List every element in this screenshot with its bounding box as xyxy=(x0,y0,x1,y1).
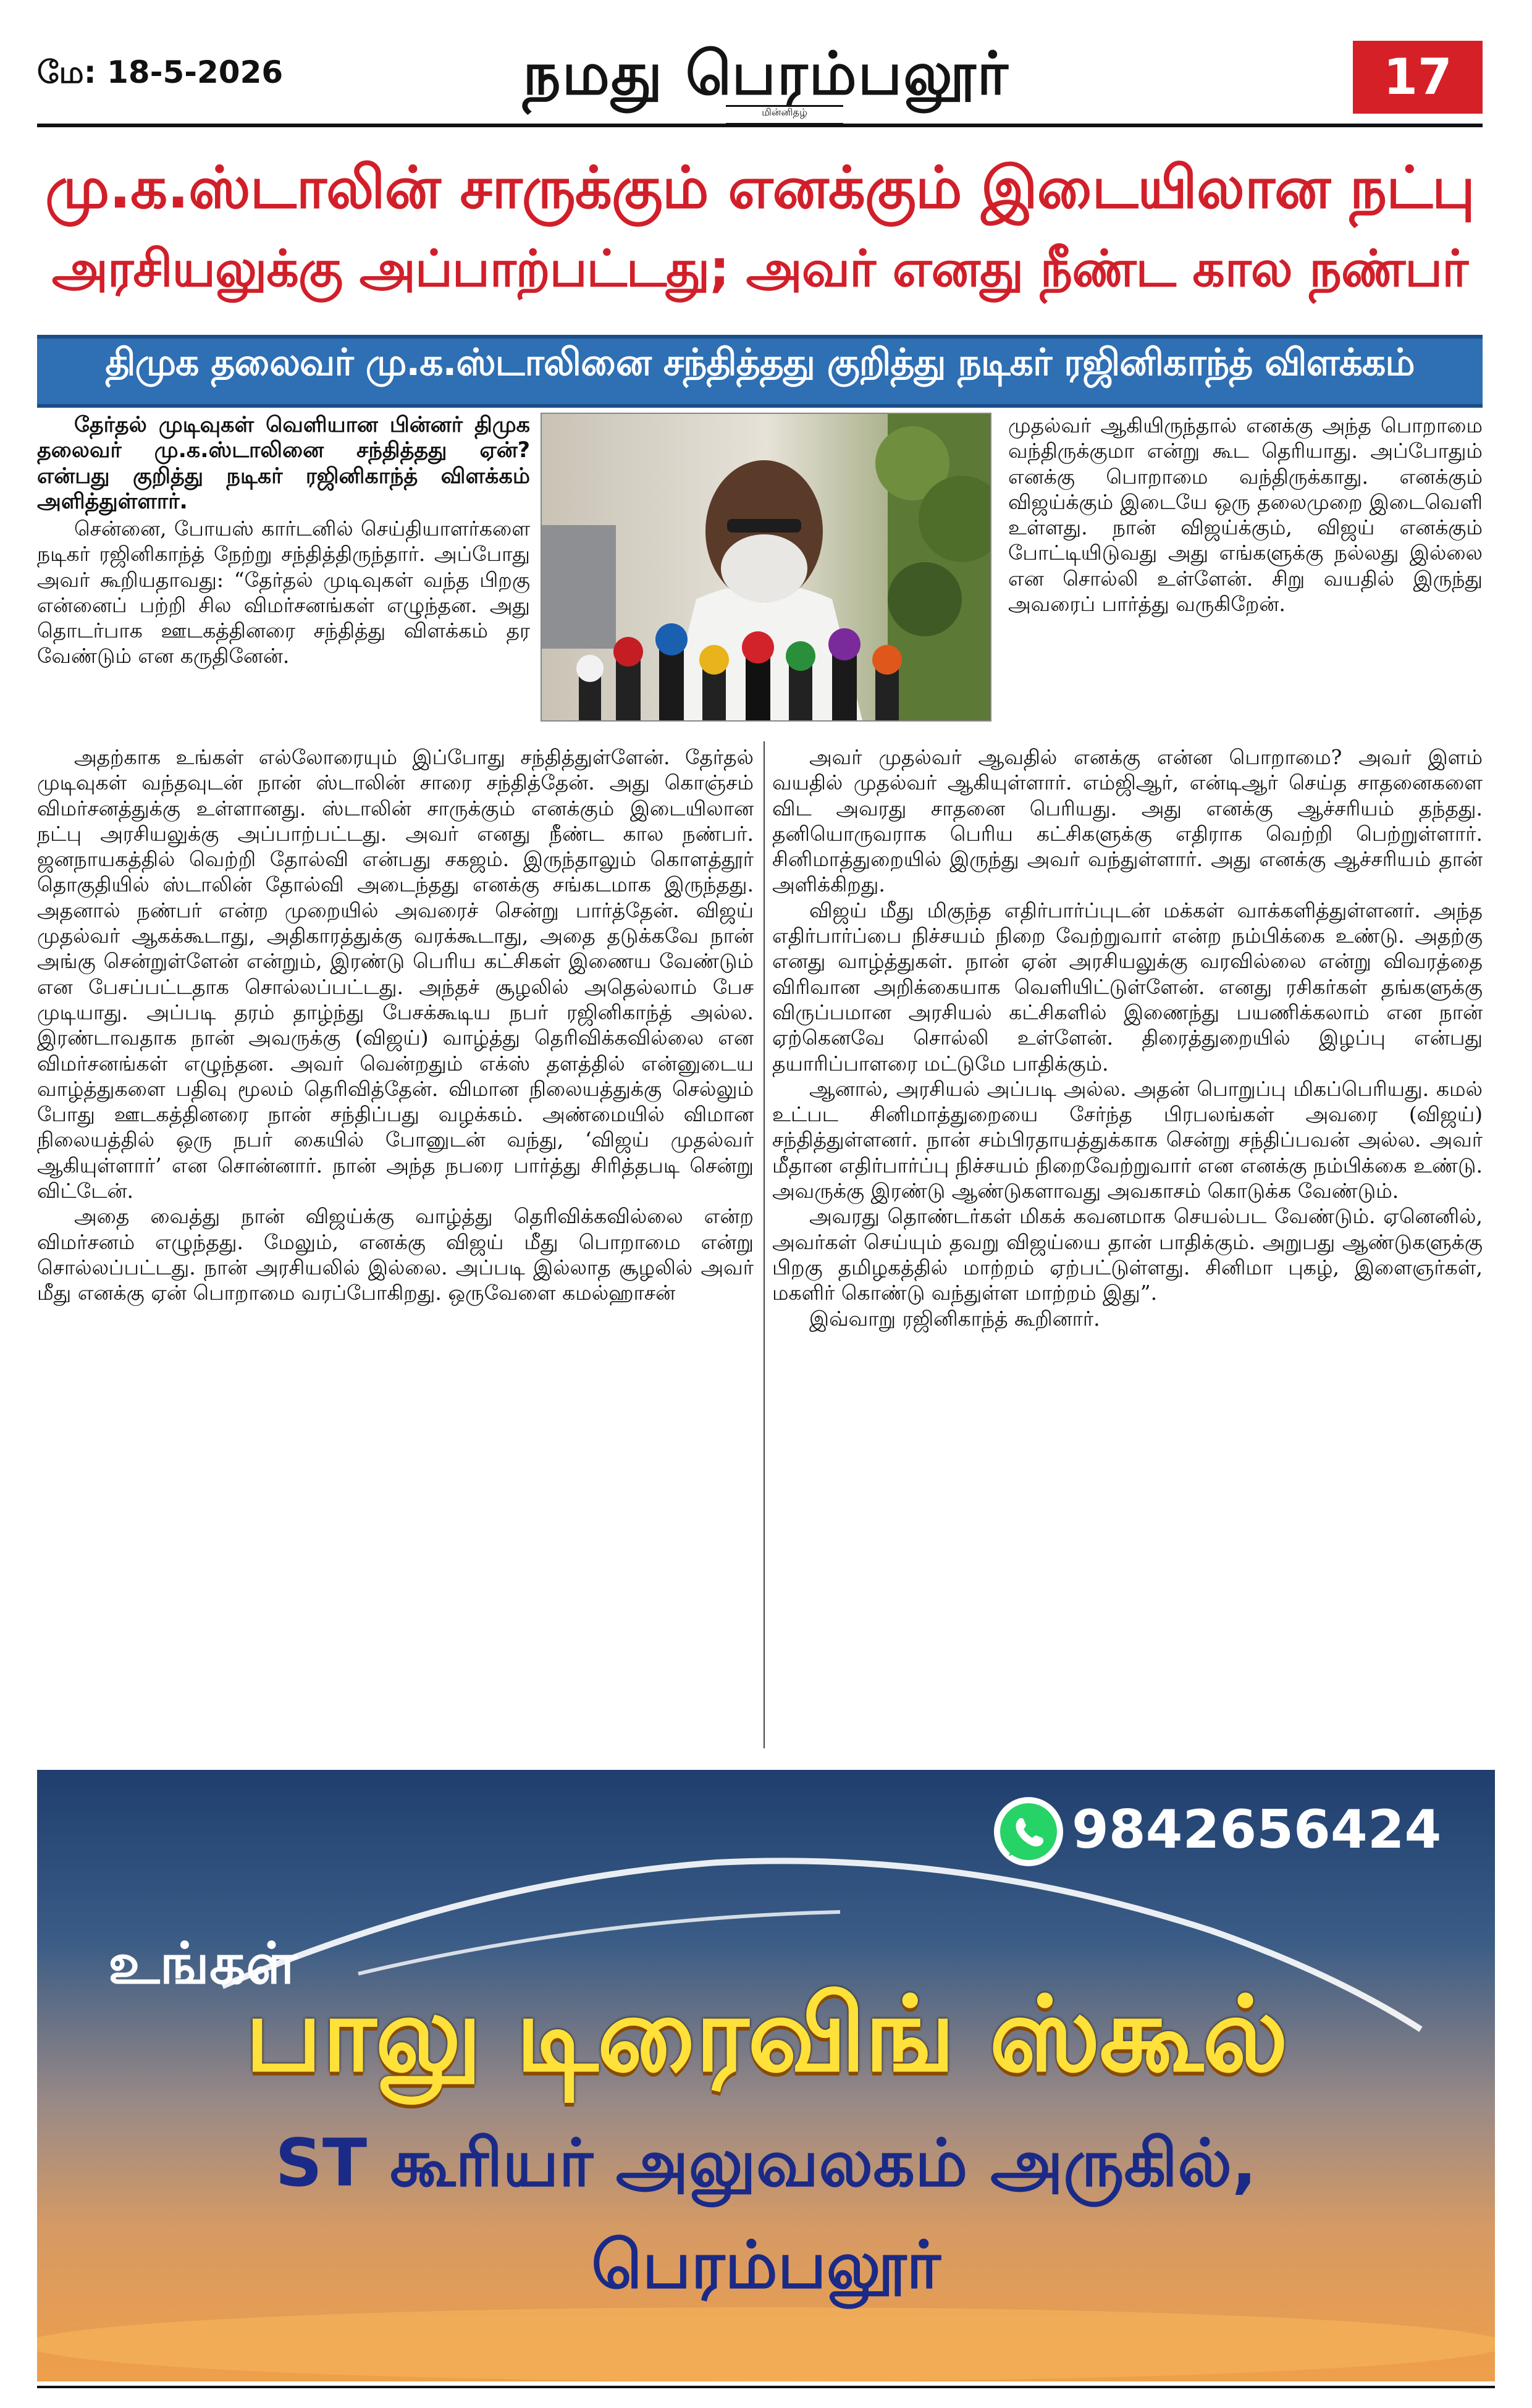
advert-landmark: ST கூரியர் அலுவலகம் அருகில், xyxy=(275,2125,1257,2201)
page-number-badge: 17 xyxy=(1353,41,1483,114)
article-paragraph: விஜய் மீது மிகுந்த எதிர்பார்ப்புடன் மக்கள் வாக்களித்துள்ளனர். அந்த எதிர்பார்ப்பை நிச்சயம் நிறை வேற்றுவார் என்ற நம்பிக்கை உண்டு. அதற்கு எனது வாழ்த்துகள். நான் ஏன் அரசியலுக்கு வரவில்லை என்று விவரத்தை விரிவான அறிக்கையாக வெளியிட்டுள்ளேன். எனது ரசிகர்கள் தங்களுக்கு விருப்பமான அரசியல் கட்சிகளில் இணைந்து பயணிக்கலாம் என நான் ஏற்கெனவே சொல்லி உள்ளேன். திரைத்துறையில் இழப்பு என்பது தயாரிப்பாளரை மட்டுமே பாதிக்கும். xyxy=(772,898,1483,1076)
article-paragraph: அவரது தொண்டர்கள் மிகக் கவனமாக செயல்பட வேண்டும். ஏனெனில், அவர்கள் செய்யும் தவறு விஜய்யை தான் பாதிக்கும். அறுபது ஆண்டுகளுக்கு பிறகு தமிழகத்தில் மாற்றம் ஏற்பட்டுள்ளது. சினிமா புகழ், இளைஞர்கள், மகளிர் கொண்டு வந்துள்ள மாற்றம் இது”. xyxy=(772,1204,1483,1305)
article-paragraph: முதல்வர் ஆகியிருந்தால் எனக்கு அந்த பொறாமை வந்திருக்குமா என்று கூட தெரியாது. அப்போதும் எனக்கு பொறாமை வந்திருக்காது. எனக்கும் விஜய்க்கும் இடையே ஒரு தலைமுறை இடைவெளி உள்ளது. நான் விஜய்க்கும், விஜய் எனக்கும் போட்டியிடுவது அது எங்களுக்கு நல்லது இல்லை என சொல்லி உள்ளேன். சிறு வயதில் இருந்து அவரைப் பார்த்து வருகிறேன். xyxy=(1008,413,1483,617)
lede-paragraph: தேர்தல் முடிவுகள் வெளியான பின்னர் திமுக தலைவர் மு.க.ஸ்டாலினை சந்தித்தது ஏன்? என்பது குறித்து நடிகர் ரஜினிகாந்த் விளக்கம் அளித்துள்ளார். xyxy=(37,413,530,514)
article-paragraph: ஆனால், அரசியல் அப்படி அல்ல. அதன் பொறுப்பு மிகப்பெரியது. கமல் உட்பட சினிமாத்துறையை சேர்ந்த பிரபலங்கள் அவரை (விஜய்) சந்தித்துள்ளனர். நான் சம்பிரதாயத்துக்காக சென்று சந்திப்பவன் அல்ல. அவர் மீதான எதிர்பார்ப்பு நிச்சயம் நிறைவேற்றுவார் என எனக்கு நம்பிக்கை உண்டு. அவருக்கு இரண்டு ஆண்டுகளாவது அவகாசம் கொடுக்க வேண்டும். xyxy=(772,1076,1483,1203)
press-meet-photo xyxy=(541,413,991,722)
whatsapp-icon xyxy=(991,1795,1066,1869)
article-lede xyxy=(37,413,530,515)
advert-school-name: பாலு டிரைவிங் ஸ்கூல் xyxy=(245,1974,1287,2095)
newspaper-title: நமது பெரம்பலூர் xyxy=(523,38,1009,108)
article-paragraph: அதை வைத்து நான் விஜய்க்கு வாழ்த்து தெரிவிக்கவில்லை என்ற விமர்சனம் எழுந்தது. மேலும், எனக்கு விஜய் மீது பொறாமை என்று சொல்லப்பட்டது. நான் அரசியலில் இல்லை. அப்படி இல்லாத சூழலில் அவர் மீது எனக்கு ஏன் பொறாமை வரப்போகிறது. ஒருவேளை கமல்ஹாசன் xyxy=(37,1204,754,1305)
advert-phone-number: 9842656424 xyxy=(1072,1799,1442,1861)
column-divider xyxy=(764,741,765,1748)
newspaper-tagline: மின்னிதழ் xyxy=(762,106,807,118)
article-paragraph: அதற்காக உங்கள் எல்லோரையும் இப்போது சந்தித்துள்ளேன். தேர்தல் முடிவுகள் வந்தவுடன் நான் ஸ்டாலின் சாரை சந்தித்தேன். அது கொஞ்சம் விமர்சனத்துக்கு உள்ளானது. ஸ்டாலின் சாருக்கும் எனக்கும் இடையிலான நட்பு அரசியலுக்கு அப்பாற்பட்டது. அவர் எனது நீண்ட கால நண்பர். ஜனநாயகத்தில் வெற்றி தோல்வி என்பது சகஜம். இருந்தாலும் கொளத்தூர் தொகுதியில் ஸ்டாலின் தோல்வி அடைந்தது எனக்கு சங்கடமாக இருந்தது. அதனால் நண்பர் என்ற முறையில் அவரைச் சென்று பார்த்தேன். விஜய் முதல்வர் ஆகக்கூடாது, அதிகாரத்துக்கு வரக்கூடாது, அதை தடுக்கவே நான் அங்கு சென்றுள்ளேன் என்றும், இரண்டு பெரிய கட்சிகள் இணைய வேண்டும் என பேசப்பட்டதாக சொல்லப்பட்டது. அந்தச் சூழலில் அதெல்லாம் பேச முடியாது. அப்படி தரம் தாழ்ந்து பேசக்கூடிய நபர் ரஜினிகாந்த் அல்ல. இரண்டாவதாக நான் அவருக்கு (விஜய்) வாழ்த்து தெரிவிக்கவில்லை என விமர்சனங்கள் எழுந்தன. அவர் வென்றதும் எக்ஸ் தளத்தில் என்னுடைய வாழ்த்துகளை பதிவு மூலம் தெரிவித்தேன். விமான நிலையத்துக்கு செல்லும் போது ஊடகத்தினரை நான் சந்திப்பது வழக்கம். அண்மையில் விமான நிலையத்தில் ஒரு நபர் கையில் போனுடன் வந்து, ‘விஜய் முதல்வர் ஆகியுள்ளார்’ என சொன்னார். நான் அந்த நபரை பார்த்து சிரித்தபடி சென்று விட்டேன். xyxy=(37,745,754,1203)
photo-illustration xyxy=(542,414,991,722)
article-paragraph: அவர் முதல்வர் ஆவதில் எனக்கு என்ன பொறாமை? அவர் இளம் வயதில் முதல்வர் ஆகியுள்ளார். எம்ஜிஆர், என்டிஆர் செய்த சாதனைகளை விட அவரது சாதனை பெரியது. அது எனக்கு ஆச்சரியம் தந்தது. தனியொருவராக பெரிய கட்சிகளுக்கு எதிராக வெற்றி பெற்றுள்ளார். சினிமாத்துறையில் இருந்து அவர் வந்துள்ளார். அது எனக்கு ஆச்சரியம் தான் அளிக்கிறது. xyxy=(772,745,1483,897)
masthead-divider xyxy=(37,124,1483,127)
advert-city: பெரம்பலூர் xyxy=(591,2227,941,2303)
article-paragraph: சென்னை, போயஸ் கார்டனில் செய்தியாளர்களை நடிகர் ரஜினிகாந்த் நேற்று சந்தித்திருந்தார். அப்போது அவர் கூறியதாவது: “தேர்தல் முடிவுகள் வந்த பிறகு என்னைப் பற்றி சில விமர்சனங்கள் எழுந்தன. அது தொடர்பாக ஊடகத்தினரை சந்தித்து விளக்கம் தர வேண்டும் என கருதினேன். xyxy=(37,516,530,668)
headline-line-2: அரசியலுக்கு அப்பாற்பட்டது; அவர் எனது நீண்ட கால நண்பர் xyxy=(51,240,1468,298)
article-column-1-top xyxy=(37,516,530,669)
advert-prefix: உங்கள் xyxy=(108,1930,297,1997)
footer-divider xyxy=(37,2386,1495,2388)
article-paragraph: இவ்வாறு ரஜினிகாந்த் கூறினார். xyxy=(809,1306,1100,1331)
article-column-2-top xyxy=(1008,413,1483,617)
issue-date: மே: 18-5-2026 xyxy=(37,54,284,90)
article-column-1-bottom xyxy=(37,744,754,1306)
headline-line-1: மு.க.ஸ்டாலின் சாருக்கும் எனக்கும் இடையிலான நட்பு xyxy=(45,154,1475,222)
article-column-2-bottom xyxy=(772,744,1483,1331)
subheadline: திமுக தலைவர் மு.க.ஸ்டாலினை சந்தித்தது குறித்து நடிகர் ரஜினிகாந்த் விளக்கம் xyxy=(105,341,1415,384)
